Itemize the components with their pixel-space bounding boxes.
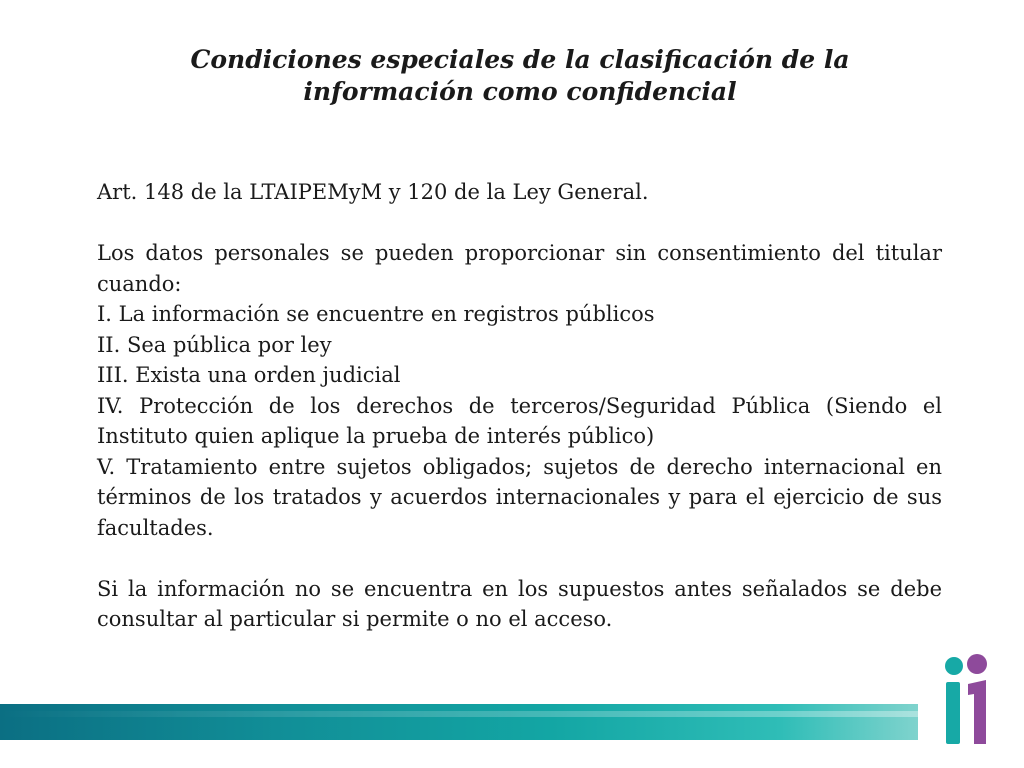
spacer: [97, 543, 942, 574]
list-item: III. Exista una orden judicial: [97, 363, 401, 387]
spacer: [97, 208, 942, 239]
list-item: I. La información se encuentre en registros públicos: [97, 302, 655, 326]
list-item: V. Tratamiento entre sujetos obligados; sujetos de derecho internacional en términos de los tratados y acuerdos internacionales y para el ejercicio de sus facultades.: [97, 454, 942, 540]
title-line-2: información como confidencial: [303, 77, 737, 106]
list-item: II. Sea pública por ley: [97, 332, 332, 357]
closing-paragraph: Si la información no se encuentra en los supuestos antes señalados se debe consultar al particular si permite o no el acceso.: [97, 576, 942, 631]
intro-paragraph: Los datos personales se pueden proporcionar sin consentimiento del titular cuando:: [97, 241, 942, 296]
slide-body: [97, 177, 942, 635]
title-line-1: Condiciones especiales de la clasificación de la: [190, 45, 850, 74]
slide-title: [170, 44, 870, 108]
article-reference: Art. 148 de la LTAIPEMyM y 120 de la Ley General.: [97, 180, 649, 204]
footer-gradient-bar: [0, 704, 918, 740]
list-item: IV. Protección de los derechos de terceros/Seguridad Pública (Siendo el Instituto quien aplique la prueba de interés público): [97, 393, 942, 448]
footer-bar-highlight: [0, 711, 918, 717]
institute-logo-icon: [938, 652, 994, 752]
